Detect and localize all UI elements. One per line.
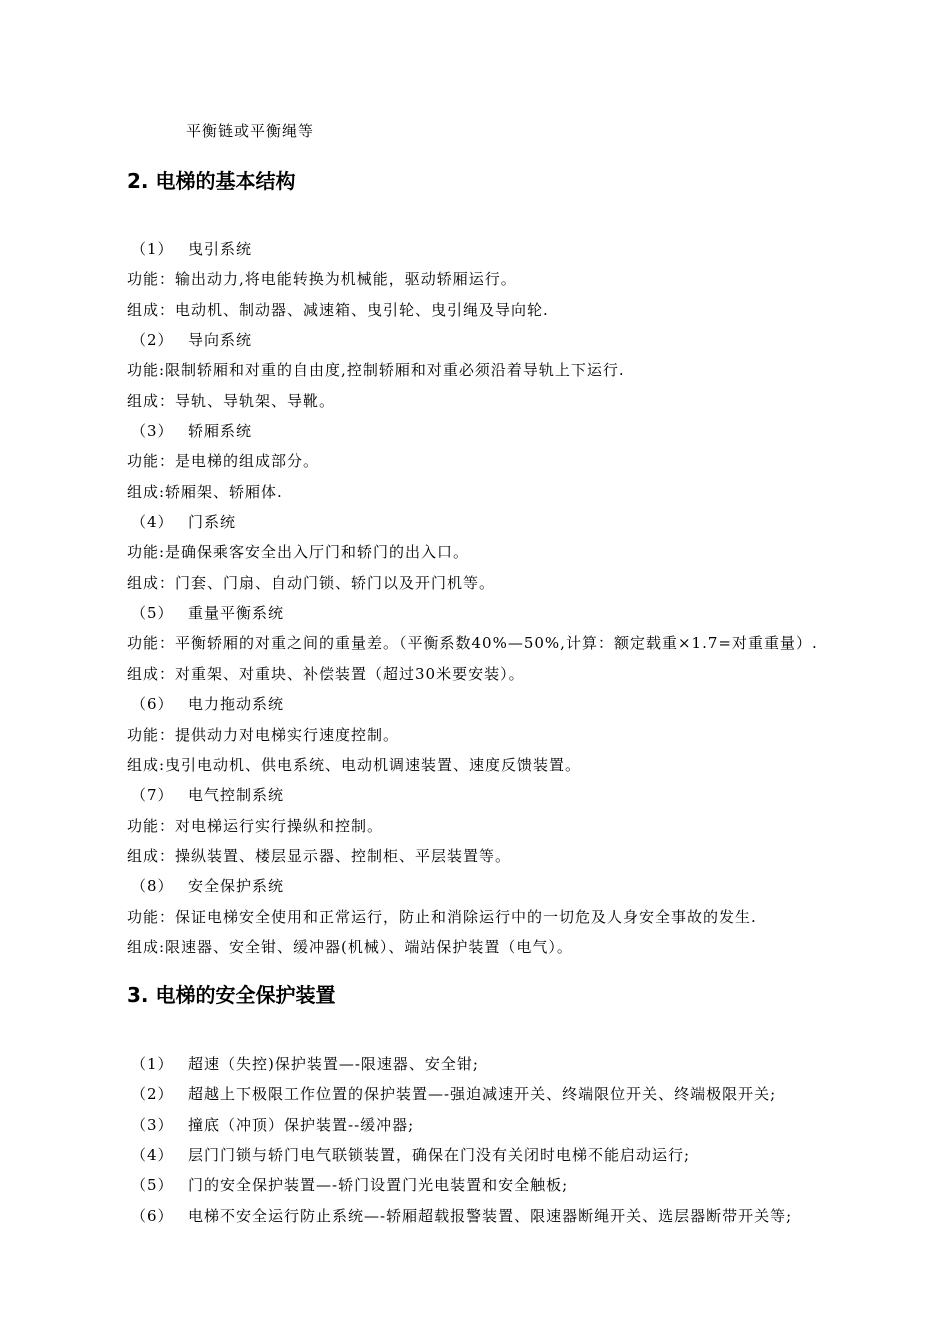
section-2-title: 2. 电梯的基本结构 [127, 169, 296, 193]
system-composition: 组成：门套、门扇、自动门锁、轿门以及开门机等。 [127, 573, 496, 592]
section-3-title: 3. 电梯的安全保护装置 [127, 983, 336, 1007]
item-number: （3） [131, 1115, 174, 1134]
system-function: 功能：输出动力,将电能转换为机械能，驱动轿厢运行。 [127, 270, 517, 289]
system-name: 电气控制系统 [188, 786, 285, 805]
item-text: 层门门锁与轿门电气联锁装置，确保在门没有关闭时电梯不能启动运行; [188, 1146, 691, 1165]
system-heading [127, 689, 887, 719]
item-text: 门的安全保护装置—-轿门设置门光电装置和安全触板; [188, 1176, 569, 1195]
system-composition: 组成：操纵装置、楼层显示器、控制柜、平层装置等。 [127, 846, 512, 865]
item-number: （6） [131, 1206, 174, 1225]
item-number: （4） [131, 1146, 174, 1165]
system-number: （8） [131, 877, 174, 896]
system-function: 功能：是电梯的组成部分。 [127, 452, 320, 471]
system-name: 门系统 [188, 513, 237, 532]
system-composition: 组成:轿厢架、轿厢体. [127, 482, 283, 501]
system-composition: 组成:限速器、安全钳、缓冲器(机械）、端站保护装置（电气）。 [127, 937, 573, 956]
system-heading [127, 416, 887, 446]
system-name: 曳引系统 [188, 240, 253, 258]
system-heading [127, 871, 887, 901]
item-text: 超速（失控)保护装置—-限速器、安全钳; [188, 1055, 479, 1073]
system-name: 轿厢系统 [188, 422, 253, 441]
system-composition: 组成:曳引电动机、供电系统、电动机调速装置、速度反馈装置。 [127, 755, 582, 774]
item-number: （2） [131, 1085, 174, 1104]
system-composition: 组成：导轨、导轨架、导靴。 [127, 391, 336, 410]
system-name: 电力拖动系统 [188, 695, 285, 714]
system-number: （2） [131, 331, 174, 350]
intro-line: 平衡链或平衡绳等 [186, 122, 315, 140]
system-heading [127, 507, 887, 537]
system-name: 安全保护系统 [188, 877, 285, 896]
system-number: （6） [131, 695, 174, 714]
system-function: 功能：对电梯运行实行操纵和控制。 [127, 816, 384, 835]
list-item [127, 1110, 887, 1140]
system-name: 重量平衡系统 [188, 604, 285, 623]
list-item [127, 1201, 887, 1231]
system-heading [127, 598, 887, 628]
system-composition: 组成：对重架、对重块、补偿装置（超过30米要安装）。 [127, 664, 525, 683]
item-number: （5） [131, 1176, 174, 1195]
system-function: 功能：平衡轿厢的对重之间的重量差。（平衡系数40%—50%,计算：额定载重×1.7=对重重量）. [127, 634, 818, 653]
item-number: （1） [131, 1055, 174, 1073]
system-function: 功能:限制轿厢和对重的自由度,控制轿厢和对重必须沿着导轨上下运行. [127, 361, 625, 380]
item-text: 超越上下极限工作位置的保护装置—-强迫减速开关、终端限位开关、终端极限开关; [188, 1085, 777, 1104]
system-heading [127, 325, 887, 355]
system-function: 功能：提供动力对电梯实行速度控制。 [127, 725, 400, 744]
system-function: 功能：保证电梯安全使用和正常运行，防止和消除运行中的一切危及人身安全事故的发生. [127, 907, 757, 926]
system-number: （4） [131, 513, 174, 532]
item-text: 电梯不安全运行防止系统—-轿厢超载报警装置、限速器断绳开关、选层器断带开关等; [188, 1206, 793, 1225]
list-item [127, 1170, 887, 1200]
system-number: （3） [131, 422, 174, 441]
section-3-body [127, 1049, 887, 1231]
list-item [127, 1140, 887, 1170]
system-number: （1） [131, 240, 174, 258]
system-number: （7） [131, 786, 174, 805]
section-2-body [127, 234, 887, 962]
system-number: （5） [131, 604, 174, 623]
system-heading [127, 234, 887, 264]
system-heading [127, 780, 887, 810]
system-name: 导向系统 [188, 331, 253, 350]
system-function: 功能:是确保乘客安全出入厅门和轿门的出入口。 [127, 543, 470, 562]
item-text: 撞底（冲顶）保护装置--缓冲器; [188, 1115, 415, 1134]
system-composition: 组成：电动机、制动器、减速箱、曳引轮、曳引绳及导向轮. [127, 300, 549, 319]
list-item [127, 1049, 887, 1079]
list-item [127, 1079, 887, 1109]
